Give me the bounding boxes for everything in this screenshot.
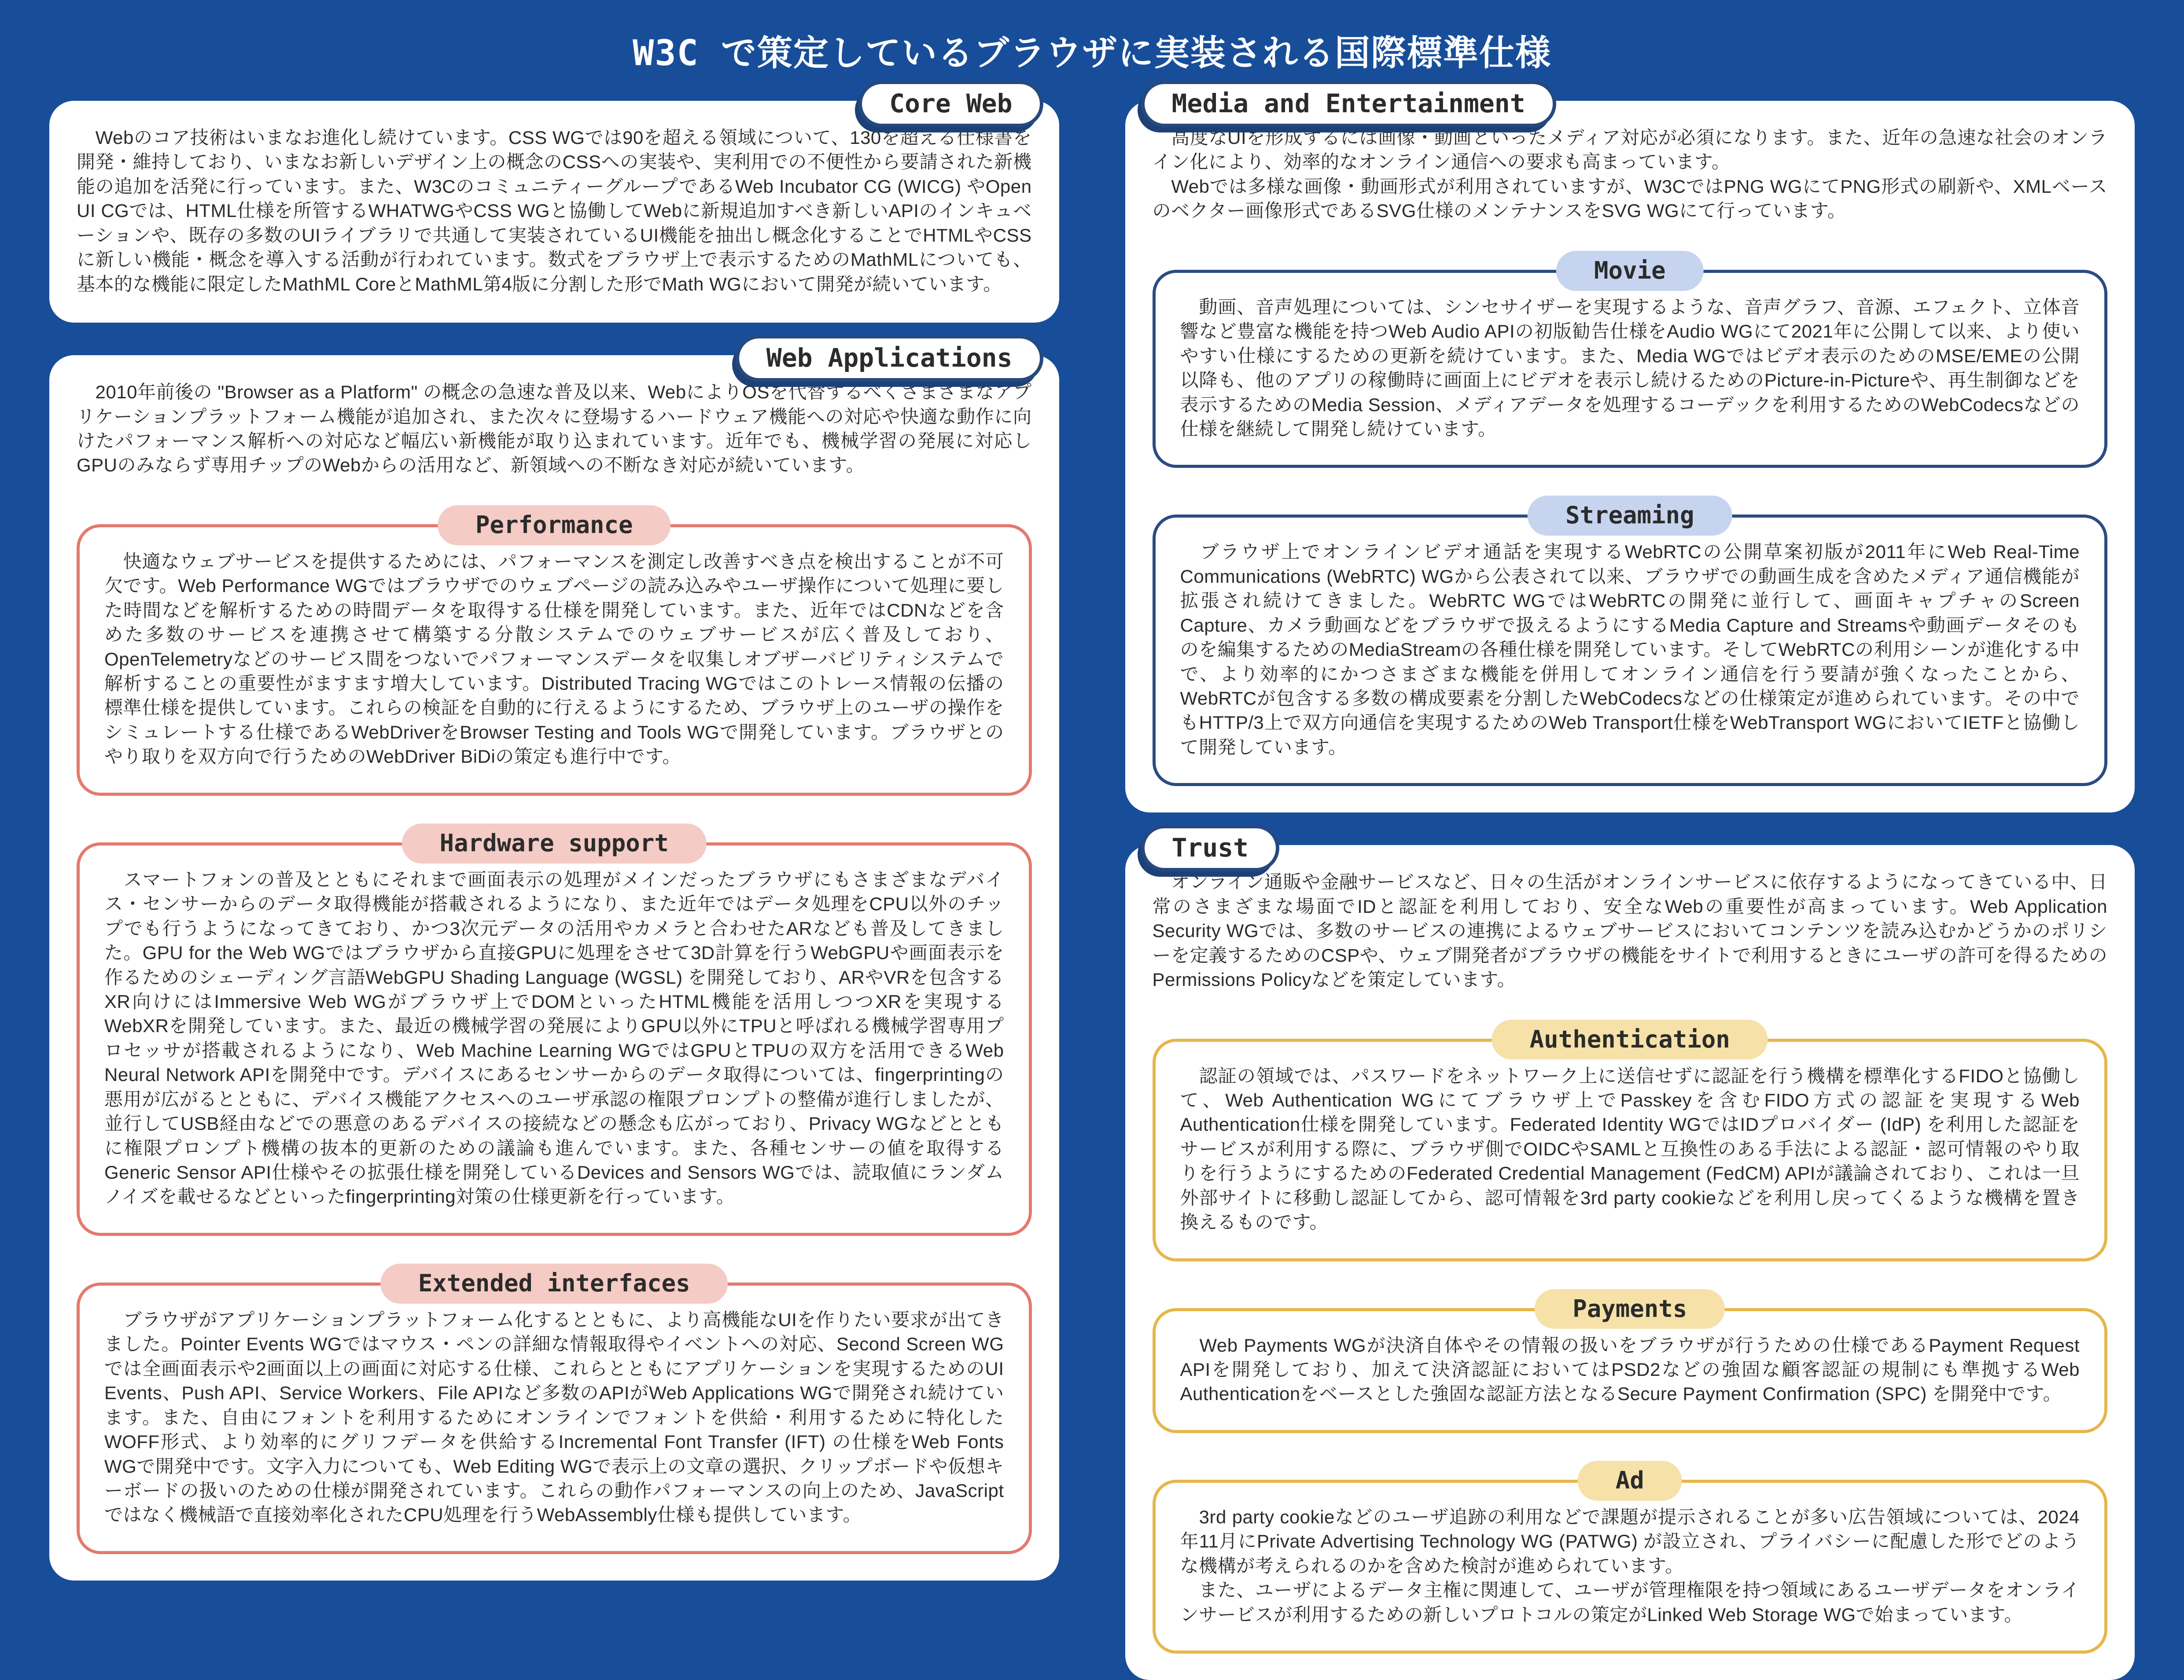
subsection-payments: [1153, 1294, 2108, 1433]
right-column: [1125, 88, 2135, 1680]
page-title: W3C で策定しているブラウザに実装される国際標準仕様: [633, 33, 1551, 74]
ad-paragraph-2: また、ユーザによるデータ主権に関連して、ユーザが管理権限を持つ領域にあるユーザデータをオンラインサービスが利用するための新しいプロトコルの策定がLinked Web Storage WGで始まっています。: [1180, 1580, 2080, 1625]
core-web-paragraph: Webのコア技術はいまなお進化し続けています。CSS WGでは90を超える領域について、130を超える仕様書を開発・維持しており、いまなお新しいデザイン上の概念のCSSへの実装や、実利用での不便性から要請された新機能の追加を活発に行っています。また、W3CのコミュニティーグループであるWeb Incubator CG (WICG) やOpen UI CGでは、HTML仕様を所管するWHATWGやCSS WGと協働してWebに新規追加すべき新しいAPIのインキュベーションや、既存の多数のUIライブラリで共通して実装されているUI機能を抽出し概念化することでHTMLやCSSに新しい機能・概念を導入する活動が行われています。数式をブラウザ上で表示するためのMathMLについても、基本的な機能に限定したMathML CoreとMathML第4版に分割した形でMath WGにおいて開発が続いています。: [77, 127, 1032, 294]
streaming-label: Streaming: [1528, 496, 1732, 536]
subsection-extended-interfaces: [77, 1269, 1032, 1554]
streaming-paragraph: ブラウザ上でオンラインビデオ通話を実現するWebRTCの公開草案初版が2011年にWeb Real-Time Communications (WebRTC) WGから公表されて以来、ブラウザでの動画生成を含めたメディア通信機能が拡張され続けてきました。WebRTC WGではWebRTCの開発に並行して、画面キャプチャのScreen Capture、カメラ動画などをブラウザで扱えるようにするMedia Capture and Streamsや動画データそのものを編集するためのMediaStreamの各種仕様を開発しています。そしてWebRTCの利用シーンが進化する中で、より効率的にかつさまざまな機能を併用してオンライン通信を行う要請が強くなったことから、WebRTCが包含する多数の構成要素を分割したWebCodecsなどの仕様策定が進められています。その中でもHTTP/3上で双方向通信を実現するためのWeb Transport仕様をWebTransport WGにおいてIETFと協働して開発しています。: [1180, 541, 2080, 757]
hardware-support-paragraph: スマートフォンの普及とともにそれまで画面表示の処理がメインだったブラウザにもさまざまなデバイス・センサーからのデータ取得機能が搭載されるようになり、また近年ではデータ処理をCPU以外のチップでも行うようになってきており、かつ3次元データの活用やカメラと合わせたARなども普及してきました。GPU for the Web WGではブラウザから直接GPUに処理をさせて3D計算を行うWebGPUや画面表示を作るためのシェーディング言語WebGPU Shading Language (WGSL) を開発しており、ARやVRを包含するXR向けにはImmersive Web WGがブラウザ上でDOMといったHTML機能を活用しつつXRを実現するWebXRを開発しています。また、最近の機械学習の発展によりGPU以外にTPUと呼ばれる機械学習専用プロセッサが搭載されるようになり、Web Machine Learning WGではGPUとTPUの双方を活用できるWeb Neural Network APIを開発中です。デバイスにあるセンサーからのデータ取得については、fingerprintingの悪用が広がるとともに、デバイス機能アクセスへのユーザ承認の権限プロンプトの整備が進行しましたが、並行してUSB経由などでの悪意のあるデバイスの接続などの懸念も広がっており、Privacy WGなどとともに権限プロンプト機構の抜本的更新のための議論も進んでいます。また、各種センサーの値を取得するGeneric Sensor API仕様やその拡張仕様を開発しているDevices and Sensors WGでは、読取値にランダムノイズを載せるなどといったfingerprinting対策の仕様更新を行っています。: [104, 869, 1004, 1207]
ad-paragraph-1: 3rd party cookieなどのユーザ追跡の利用などで課題が提示されることが多い広告領域については、2024年11月にPrivate Advertising Technology WG (PATWG) が設立され、プライバシーに配慮した形でどのような機構が考えられるのかを含めた検討が進められています。: [1180, 1506, 2080, 1576]
ad-label: Ad: [1578, 1461, 1682, 1501]
web-applications-intro-paragraph: 2010年前後の "Browser as a Platform" の概念の急速な普及以来、WebによりOSを代替するべくさまざまなアプリケーションプラットフォーム機能が追加され、また次々に登場するハードウェア機能への対応や快適な動作に向けたパフォーマンス解析への対応など幅広い新機能が取り込まれています。近年でも、機械学習の発展に対応しGPUのみならず専用チップのWebからの活用など、新領域への不断なき対応が続いています。: [77, 382, 1032, 476]
authentication-paragraph: 認証の領域では、パスワードをネットワーク上に送信せずに認証を行う機構を標準化するFIDOと協働して、Web Authentication WGにてブラウザ上でPasskeyを含むFIDO方式の認証を実現するWeb Authentication仕様を開発しています。Federated Identity WGではIDプロバイダー (IdP) を利用した認証をサービスが利用する際に、ブラウザ側でOIDCやSAMLと互換性のある手法による認証・認可情報のやり取りを行うようにするためのFederated Credential Management (FedCM) APIが議論されており、これは一旦外部サイトに移動し認証してから、認可情報を3rd party cookieなどを利用し戻ってくるような機構を置き換えるものです。: [1180, 1065, 2080, 1233]
extended-interfaces-paragraph: ブラウザがアプリケーションプラットフォーム化するとともに、より高機能なUIを作りたい要求が出てきました。Pointer Events WGではマウス・ペンの詳細な情報取得やイベントへの対応、Second Screen WGでは全画面表示や2画面以上の画面に対応する仕様、これらとともにアプリケーションを実現するためのUI Events、Push API、Service Workers、File APIなど多数のAPIがWeb Applications WGで開発され続けています。また、自由にフォントを利用するためにオンラインでフォントを供給・利用するために特化したWOFF形式、より効率的にグリフデータを供給するIncremental Font Transfer (IFT) の仕様をWeb Fonts WGで開発中です。文字入力についても、Web Editing WGで表示上の文章の選択、クリップボードや仮想キーボードの扱いのための仕様が開発されています。これらの動作パフォーマンスの向上のため、JavaScriptではなく機械語で直接効率化されたCPU処理を行うWebAssembly仕様も提供しています。: [104, 1309, 1004, 1526]
payments-paragraph: Web Payments WGが決済自体やその情報の扱いをブラウザが行うための仕様であるPayment Request APIを開発しており、加えて決済認証においてはPSD2などの強固な顧客認証の規制にも準拠するWeb Authenticationをベースとした強固な認証方法となるSecure Payment Confirmation (SPC) を開発中です。: [1180, 1334, 2080, 1404]
media-and-entertainment-label: Media and Entertainment: [1141, 81, 1556, 127]
media-intro-paragraph-2: Webでは多様な画像・動画形式が利用されていますが、W3CではPNG WGにてPNG形式の刷新や、XMLベースのベクター画像形式であるSVG仕様のメンテナンスをSVG WGにて行っています。: [1152, 176, 2107, 221]
trust-intro-paragraph: オンライン通販や金融サービスなど、日々の生活がオンラインサービスに依存するようになってきている中、日常のさまざまな場面でIDと認証を利用しており、安全なWebの重要性が高まっています。Web Application Security WGでは、多数のサービスの連携によるウェブサービスにおいてコンテンツを読み込むかどうかのポリシーを定義するためのCSPや、ウェブ開発者がブラウザの機能をサイトで利用するときにユーザの許可を得るためのPermissions Policyなどを策定しています。: [1152, 871, 2107, 990]
section-trust: [1125, 833, 2135, 1680]
subsection-movie: [1153, 256, 2108, 468]
authentication-label: Authentication: [1492, 1020, 1768, 1060]
section-core-web: [49, 88, 1059, 323]
hardware-support-label: Hardware support: [402, 823, 707, 864]
subsection-performance: [77, 511, 1032, 796]
performance-paragraph: 快適なウェブサービスを提供するためには、パフォーマンスを測定し改善すべき点を検出することが不可欠です。Web Performance WGではブラウザでのウェブページの読み込みやユーザ操作について処理に要した時間などを解析するための時間データを取得する仕様を開発しています。また、近年ではCDNなどを含めた多数のサービスを連携させて構築する分散システムでのウェブサービスが広く普及しており、OpenTelemetryなどのサービス間をつないでパフォーマンスデータを収集しオブザーバビリティシステムで解析することの重要性がますます増大しています。Distributed Tracing WGではこのトレース情報の伝播の標準仕様を提供しています。これらの検証を自動的に行えるようにするため、ブラウザ上のユーザの操作をシミュレートする仕様であるWebDriverをBrowser Testing and Tools WGで開発しています。ブラウザとのやり取りを双方向で行うためのWebDriver BiDiの策定も進行中です。: [104, 551, 1004, 767]
subsection-hardware-support: [77, 829, 1032, 1236]
core-web-label: Core Web: [858, 81, 1043, 127]
movie-label: Movie: [1556, 251, 1704, 291]
subsection-streaming: [1153, 501, 2108, 786]
performance-label: Performance: [438, 505, 671, 545]
payments-label: Payments: [1535, 1289, 1725, 1329]
subsection-authentication: [1153, 1025, 2108, 1261]
columns: [49, 88, 2135, 1680]
left-column: [49, 88, 1059, 1581]
section-web-applications: [49, 343, 1059, 1581]
trust-label: Trust: [1141, 825, 1280, 871]
media-intro-paragraph-1: 高度なUIを形成するには画像・動画といったメディア対応が必須になります。また、近年の急速な社会のオンライン化により、効率的なオンライン通信への要求も高まっています。: [1152, 127, 2107, 173]
web-applications-label: Web Applications: [736, 335, 1043, 382]
movie-paragraph: 動画、音声処理については、シンセサイザーを実現するような、音声グラフ、音源、エフェクト、立体音響など豊富な機能を持つWeb Audio APIの初版勧告仕様をAudio WGにて2021年に公開して以来、より使いやすい仕様にするための更新を続けています。また、Media WGではビデオ表示のためのMSE/EMEの公開以降も、他のアプリの稼働時に画面上にビデオを表示し続けるためのPicture-in-Pictureや、再生制御などを表示するためのMedia Session、メディアデータを処理するコーデックを利用するためのWebCodecsなどの仕様を継続して開発し続けています。: [1180, 296, 2080, 439]
extended-interfaces-label: Extended interfaces: [380, 1264, 728, 1304]
subsection-ad: [1153, 1466, 2108, 1654]
section-media-and-entertainment: [1125, 88, 2135, 812]
